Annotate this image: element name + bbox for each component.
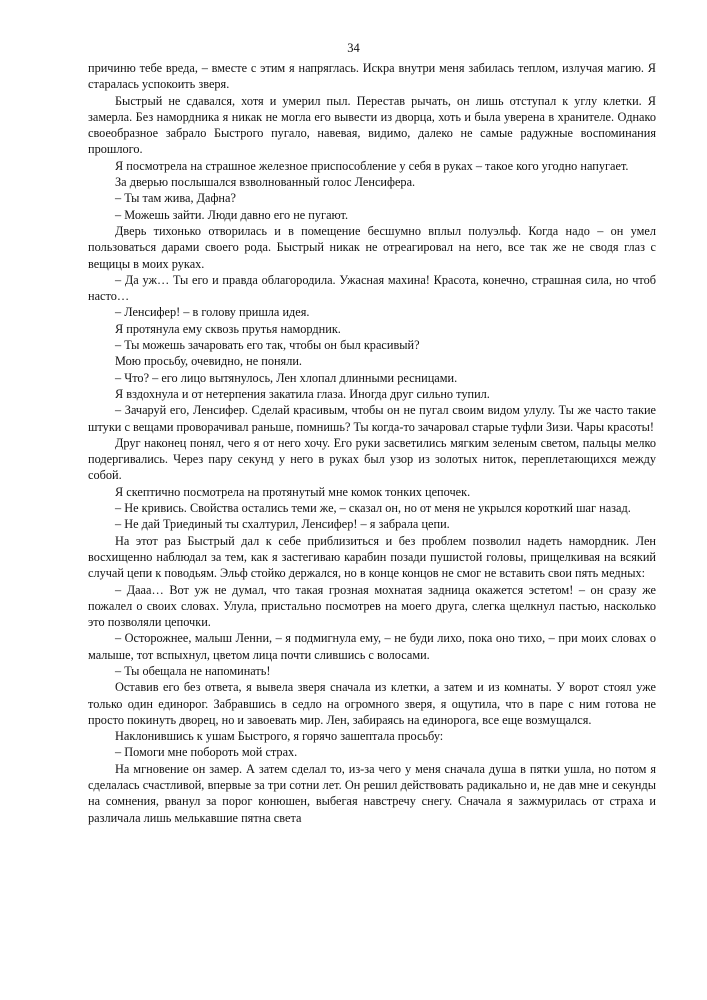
paragraph: – Ленсифер! – в голову пришла идея. (115, 305, 310, 320)
page-number: 34 (347, 41, 360, 55)
paragraph: причиню тебе вреда, – вместе с этим я напряглась. Искра внутри меня забилась теплом, излучая магию. Я старалась успокоить зверя. (88, 61, 656, 92)
paragraph: Я протянула ему сквозь прутья намордник. (115, 321, 341, 336)
paragraph: Я скептично посмотрела на протянутый мне комок тонких цепочек. (115, 484, 471, 499)
paragraph: – Не кривись. Свойства остались теми же, – сказал он, но от меня не укрылся короткий шаг назад. (115, 501, 631, 516)
paragraph: – Да уж… Ты его и правда облагородила. Ужасная махина! Красота, конечно, страшная сила, но чтоб насто… (88, 272, 656, 304)
paragraph: Быстрый не сдавался, хотя и умерил пыл. Перестав рычать, он лишь отступал к углу клетки. Я замерла. Без намордника я никак не могла его вывести из дворца, хоть и была уверена в хранителе. Однако своеобразное забрало Быстрого пугало, навевая, видимо, далеко не самые радужные воспоминания прошлого. (88, 93, 656, 157)
paragraph: – Дааа… Вот уж не думал, что такая грозная мохнатая задница окажется эстетом! – он сразу же пожалел о своих словах. Улула, пристально посмотрев на моего друга, слегка щелкнул пастью, насколько это позволяли цепочки. (88, 582, 656, 630)
paragraph: – Осторожнее, малыш Ленни, – я подмигнула ему, – не буди лихо, пока оно тихо, – при моих словах о малыше, тот вспыхнул, цветом лица почти слившись с волосами. (88, 631, 656, 662)
paragraph: – Помоги мне побороть мой страх. (115, 745, 298, 760)
paragraph: На мгновение он замер. А затем сделал то, из-за чего у меня сначала душа в пятки ушла, но потом я сделалась счастливой, впервые за три сотни лет. Он решил действовать радикально и, не дав мне и секунды на сомнения, рванул за порог конюшен, выбегая навстречу снегу. Сначала я зажмурилась от страха и различала лишь мелькавшие пятна света (88, 761, 656, 825)
paragraph: – Ты там жива, Дафна? (115, 191, 236, 206)
paragraph: – Зачаруй его, Ленсифер. Сделай красивым, чтобы он не пугал своим видом улулу. Ты же часто такие штуки с вещами проворачивал раньше, помнишь? Ты когда-то зачаровал старые туфли Зизи. Чары красоты! (88, 403, 656, 434)
paragraph: – Ты обещала не напоминать! (115, 663, 271, 678)
paragraph: Я посмотрела на страшное железное приспособление у себя в руках – такое кого угодно напугает. (115, 158, 629, 173)
paragraph: Я вздохнула и от нетерпения закатила глаза. Иногда друг сильно тупил. (115, 386, 490, 401)
paragraph: – Не дай Триединый ты схалтурил, Ленсифер! – я забрала цепи. (115, 517, 450, 532)
paragraph: Дверь тихонько отворилась и в помещение бесшумно вплыл полуэльф. Когда надо – он умел пользоваться дарами своего рода. Быстрый никак не отреагировал на него, все так же не сводя глаз с вещицы в моих руках. (88, 223, 656, 271)
paragraph: Наклонившись к ушам Быстрого, я горячо зашептала просьбу: (115, 729, 444, 744)
paragraph: За дверью послышался взволнованный голос Ленсифера. (115, 175, 416, 190)
paragraph: – Можешь зайти. Люди давно его не пугают. (115, 207, 349, 222)
paragraph: Оставив его без ответа, я вывела зверя сначала из клетки, а затем и из комнаты. У ворот стоял уже только один единорог. Забравшись в седло на огромного зверя, я ощутила, что в паре с ним готова не просто покинуть дворец, но и завоевать мир. Лен, забираясь на единорога, все еще возмущался. (88, 680, 656, 727)
paragraph: – Ты можешь зачаровать его так, чтобы он был красивый? (115, 338, 420, 353)
paragraph: – Что? – его лицо вытянулось, Лен хлопал длинными ресницами. (115, 370, 458, 385)
paragraph: Друг наконец понял, чего я от него хочу. Его руки засветились мягким зеленым светом, пальцы мелко подергивались. Через пару секунд у него в руках был узор из золотых ниток, переплетающихся между собой. (88, 435, 656, 483)
paragraph: Мою просьбу, очевидно, не поняли. (115, 354, 303, 369)
text-body (88, 60, 656, 826)
paragraph: На этот раз Быстрый дал к себе приблизиться и без проблем позволил надеть намордник. Лен восхищенно наблюдал за тем, как я застегиваю карабин позади пушистой головы, прищелкивая на всякий случай цепи к поводьям. Эльф стойко держался, но в конце концов не смог не вставить свои пять медных: (88, 533, 656, 581)
